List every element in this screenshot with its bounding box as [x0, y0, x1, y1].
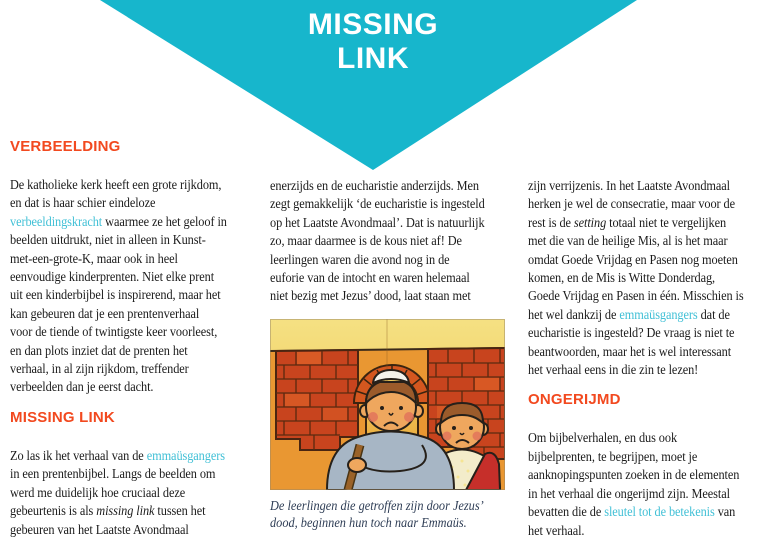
text-line — [528, 215, 741, 233]
text-line — [528, 486, 741, 504]
text-segment: en dan plots inziet dat de prenten het — [10, 343, 188, 359]
text-segment: in het verhaal die ongerijmd zijn. Meestal — [528, 486, 730, 502]
text-line — [528, 362, 741, 380]
text-segment: zijn verrijzenis. In het Laatste Avondmaal — [528, 179, 731, 194]
text-segment: totaal niet te vergelijken — [606, 215, 727, 231]
text-segment: herken je wel de consecratie, maar voor de — [528, 197, 736, 213]
text-line — [528, 288, 744, 306]
text-line — [270, 252, 479, 270]
text-segment: Goede Vrijdag en Pasen in één. Misschien is — [528, 289, 744, 305]
inline-link[interactable]: emmaüsgangers — [619, 307, 698, 323]
text-segment: gebeurtenis is als — [10, 504, 97, 520]
text-segment: op het Laatste Avondmaal’. Dat is natuurlijk — [270, 215, 485, 231]
text-segment: gebeuren van het Laatste Avondmaal — [10, 522, 189, 538]
figure-caption — [270, 498, 508, 533]
text-line — [10, 251, 219, 269]
text-segment: kan gebeuren dat je een prentenverhaal — [10, 306, 200, 322]
text-line — [10, 503, 219, 521]
text-line — [528, 504, 741, 522]
text-line — [10, 195, 219, 213]
text-line — [270, 178, 479, 196]
text-segment: beelden uitdrukt, niet in alleen in Kunst- — [10, 233, 206, 249]
text-line — [528, 270, 741, 288]
text-line — [270, 498, 484, 516]
text-segment: in een prentenbijbel. Langs de beelden om — [10, 467, 216, 483]
text-segment: het verhaal. — [528, 523, 585, 539]
text-segment: verhaal, in al zijn rijkdom, treffender — [10, 362, 189, 378]
text-segment: leerlingen waren die avond nog in de — [270, 252, 450, 268]
text-line — [10, 343, 219, 361]
text-segment: omdat Goede Vrijdag en Pasen nog moeten — [528, 252, 738, 268]
text-line — [10, 306, 219, 324]
paragraph — [528, 178, 770, 380]
text-segment: Zo las ik het verhaal van de — [10, 448, 147, 464]
text-line — [10, 232, 219, 250]
text-segment: het wel dankzij de — [528, 307, 620, 323]
text-segment: setting — [573, 215, 607, 231]
text-segment: rest is de — [528, 215, 574, 231]
text-segment: bijbelprenten, te begrijpen, moet je — [528, 449, 698, 465]
inline-link[interactable]: sleutel tot de betekenis — [604, 505, 715, 521]
text-line — [10, 177, 222, 195]
section-heading: ONGERIJMD — [528, 391, 621, 409]
text-segment: aanknopingspunten zoeken in de elementen — [528, 468, 740, 484]
text-line — [270, 233, 479, 251]
text-line — [528, 307, 741, 325]
text-line — [528, 325, 741, 343]
text-segment: het verhaal eens in die zin te lezen! — [528, 363, 699, 379]
paragraph — [528, 430, 770, 540]
section-heading: MISSING LINK — [10, 408, 115, 426]
text-line — [10, 466, 219, 484]
text-line — [270, 215, 485, 233]
text-line — [528, 344, 741, 362]
text-line — [270, 270, 479, 288]
text-line — [528, 430, 741, 448]
text-segment: De katholieke kerk heeft een grote rijkdom, — [10, 178, 222, 193]
text-line — [10, 361, 219, 379]
text-segment: bevatten die de — [528, 505, 605, 521]
text-segment: en dat is haar schier eindeloze — [10, 196, 156, 212]
text-segment: dat de — [697, 307, 730, 323]
text-segment: missing link — [96, 504, 155, 520]
page-title — [258, 8, 488, 76]
text-line — [270, 288, 479, 306]
text-segment: De leerlingen die getroffen zijn door Jezus’ — [270, 498, 484, 514]
paragraph — [10, 448, 248, 540]
text-line — [528, 449, 741, 467]
column-middle — [270, 178, 508, 533]
text-segment: van — [714, 505, 736, 521]
text-line — [528, 252, 741, 270]
text-line — [270, 196, 485, 214]
text-segment: Om bijbelverhalen, en dus ook — [528, 431, 678, 447]
text-line — [10, 448, 225, 466]
text-line — [10, 269, 219, 287]
text-segment: enerzijds en de eucharistie anderzijds. Men — [270, 179, 479, 194]
text-segment: zo, maar daarmee is de kous niet af! De — [270, 234, 462, 250]
text-segment: werd me duidelijk hoe cruciaal deze — [10, 485, 186, 501]
text-line — [10, 379, 219, 397]
text-segment: dood, beginnen hun toch naar Emmaüs. — [270, 516, 467, 532]
text-segment: met-een-grote-K, maar ook in heel — [10, 251, 178, 267]
text-segment: voor de tiende of twintigste keer voorleest, — [10, 325, 218, 341]
text-line — [10, 324, 219, 342]
text-segment: zegt gemakkelijk ‘de eucharistie is ingesteld — [270, 197, 485, 213]
inline-link[interactable]: verbeeldingskracht — [10, 214, 103, 230]
text-segment: eenvoudige kinderprenten. Niet elke prent — [10, 270, 215, 286]
text-segment: uit een kinderbijbel is inspirerend, maar het — [10, 288, 221, 304]
page-title-line1: MISSING — [307, 8, 439, 41]
text-line — [528, 467, 741, 485]
inline-link[interactable]: emmaüsgangers — [146, 448, 225, 464]
text-segment: met die van de heilige Mis, al is het maar — [528, 234, 728, 250]
text-segment: verbeelden dan je eerst dacht. — [10, 380, 154, 396]
text-line — [10, 522, 219, 540]
text-line — [528, 196, 741, 214]
page-title-line2: LINK — [337, 42, 409, 75]
text-line — [10, 214, 227, 232]
text-segment: komen, en de Mis is Witte Donderdag, — [528, 271, 716, 287]
text-line — [270, 515, 479, 533]
text-segment: tussen het — [154, 504, 206, 520]
column-left — [10, 135, 248, 552]
text-line — [528, 233, 741, 251]
text-line — [10, 287, 219, 305]
text-segment: eucharistie is ingesteld? De vraag is niet te — [528, 326, 735, 342]
text-segment: waarmee ze het geloof in — [102, 214, 227, 230]
text-segment: beantwoorden, maar het is wel interessant — [528, 344, 732, 360]
column-right — [528, 178, 770, 553]
text-segment: niet bezig met Jezus’ dood, laat staan met — [270, 289, 471, 305]
section-heading: VERBEELDING — [10, 138, 121, 155]
story-illustration — [270, 319, 505, 490]
text-segment: euforie van de intocht en waren helemaal — [270, 271, 470, 287]
paragraph — [10, 177, 248, 398]
text-line — [10, 485, 219, 503]
text-line — [528, 523, 741, 541]
paragraph — [270, 178, 508, 307]
text-line — [528, 178, 741, 196]
